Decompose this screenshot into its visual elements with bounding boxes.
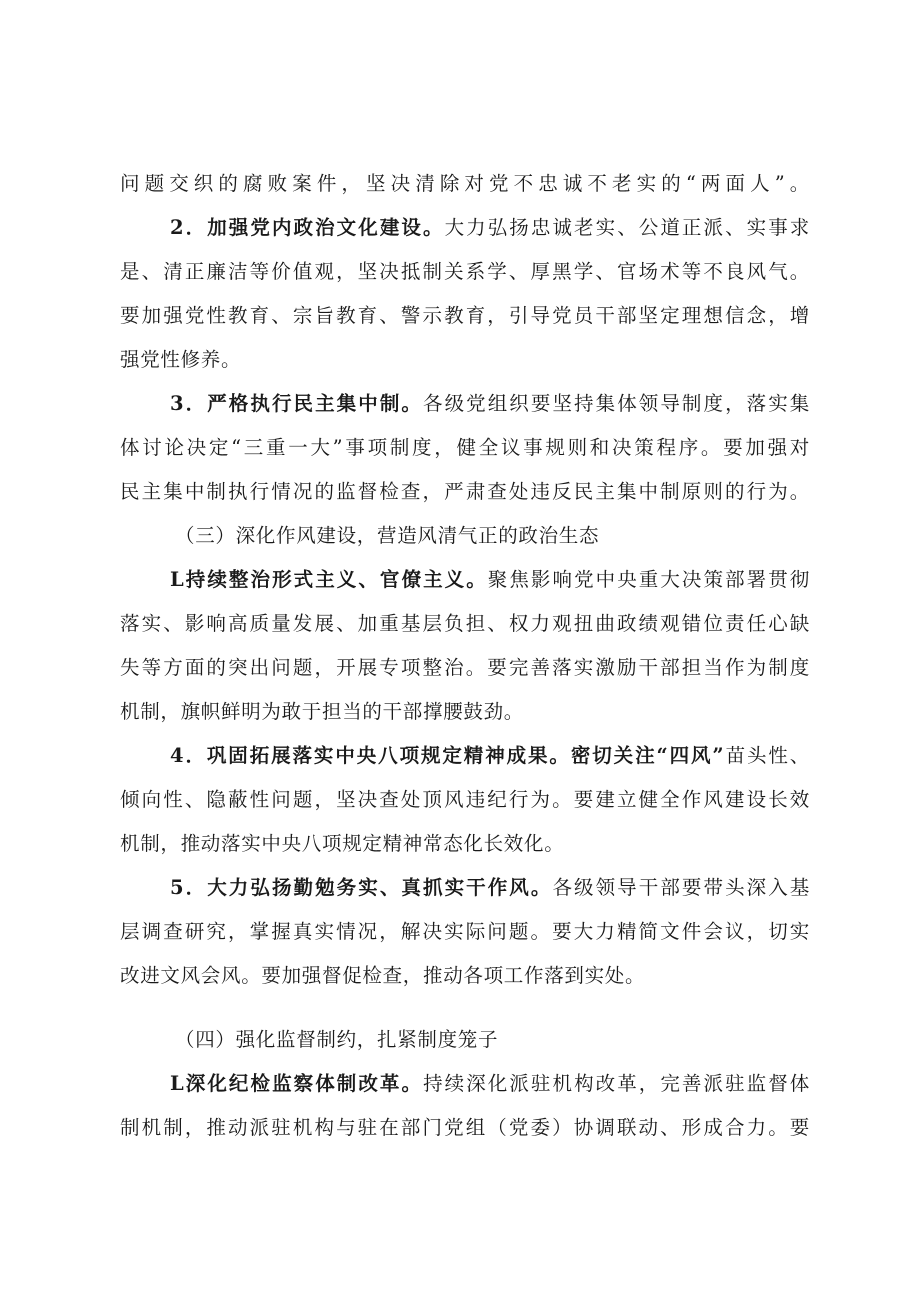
paragraph-line: 倾向性、隐蔽性问题，坚决查处顶风违纪行为。要建立健全作风建设长效 [120,788,810,811]
paragraph-2-heading: 2．加强党内政治文化建设。 [170,216,445,239]
paragraph-line: 体讨论决定“三重一大”事项制度，健全议事规则和决策程序。要加强对 [120,436,810,459]
paragraph-2-first-line: 2．加强党内政治文化建设。大力弘扬忠诚老实、公道正派、实事求 [170,216,811,239]
section-heading-3: （三）深化作风建设，营造风清气正的政治生态 [175,524,600,547]
paragraph-line: 机制，旗帜鲜明为敢于担当的干部撑腰鼓劲。 [120,700,525,723]
paragraph-l1b-first-line: L深化纪检监察体制改革。持续深化派驻机构改革，完善派驻监督体 [170,1072,810,1095]
paragraph-line: 制机制，推动派驻机构与驻在部门党组（党委）协调联动、形成合力。要 [120,1116,810,1139]
paragraph-5-first-line: 5．大力弘扬勤勉务实、真抓实干作风。各级领导干部要带头深入基 [170,876,810,899]
paragraph-3-heading: 3．严格执行民主集中制。 [170,392,423,415]
paragraph-5-heading: 5．大力弘扬勤勉务实、真抓实干作风。 [170,876,553,899]
paragraph-line: 是、清正廉洁等价值观，坚决抵制关系学、厚黑学、官场术等不良风气。 [120,260,810,283]
paragraph-line: 落实、影响高质量发展、加重基层负担、权力观扭曲政绩观错位责任心缺 [120,612,810,635]
paragraph-3-first-line: 3．严格执行民主集中制。各级党组织要坚持集体领导制度，落实集 [170,392,811,415]
paragraph-line: 要加强党性教育、宗旨教育、警示教育，引导党员干部坚定理想信念，增 [120,304,810,327]
paragraph-line: 改进文风会风。要加强督促检查，推动各项工作落到实处。 [120,964,646,987]
section-heading-4: （四）强化监督制约，扎紧制度笼子 [175,1028,499,1051]
paragraph-4-first-line: 4．巩固拓展落实中央八项规定精神成果。密切关注“四风”苗头性、 [170,744,810,767]
paragraph-l1-heading: L持续整治形式主义、官僚主义。 [170,568,488,591]
paragraph-line: 层调查研究，掌握真实情况，解决实际问题。要大力精简文件会议，切实 [120,920,810,943]
paragraph-l1b-heading: L深化纪检监察体制改革。 [170,1072,424,1095]
paragraph-4-heading: 4．巩固拓展落实中央八项规定精神成果。密切关注“四风” [170,744,725,767]
paragraph-line: 强党性修养。 [120,348,242,371]
paragraph-l1-first-line: L持续整治形式主义、官僚主义。聚焦影响党中央重大决策部署贯彻 [170,568,810,591]
paragraph-line: 机制，推动落实中央八项规定精神常态化长效化。 [120,832,565,855]
paragraph-line: 民主集中制执行情况的监督检查，严肃查处违反民主集中制原则的行为。 [120,480,810,503]
paragraph-line: 问题交织的腐败案件，坚决清除对党不忠诚不老实的“两面人”。 [120,172,810,195]
paragraph-line: 失等方面的突出问题，开展专项整治。要完善落实激励干部担当作为制度 [120,656,810,679]
